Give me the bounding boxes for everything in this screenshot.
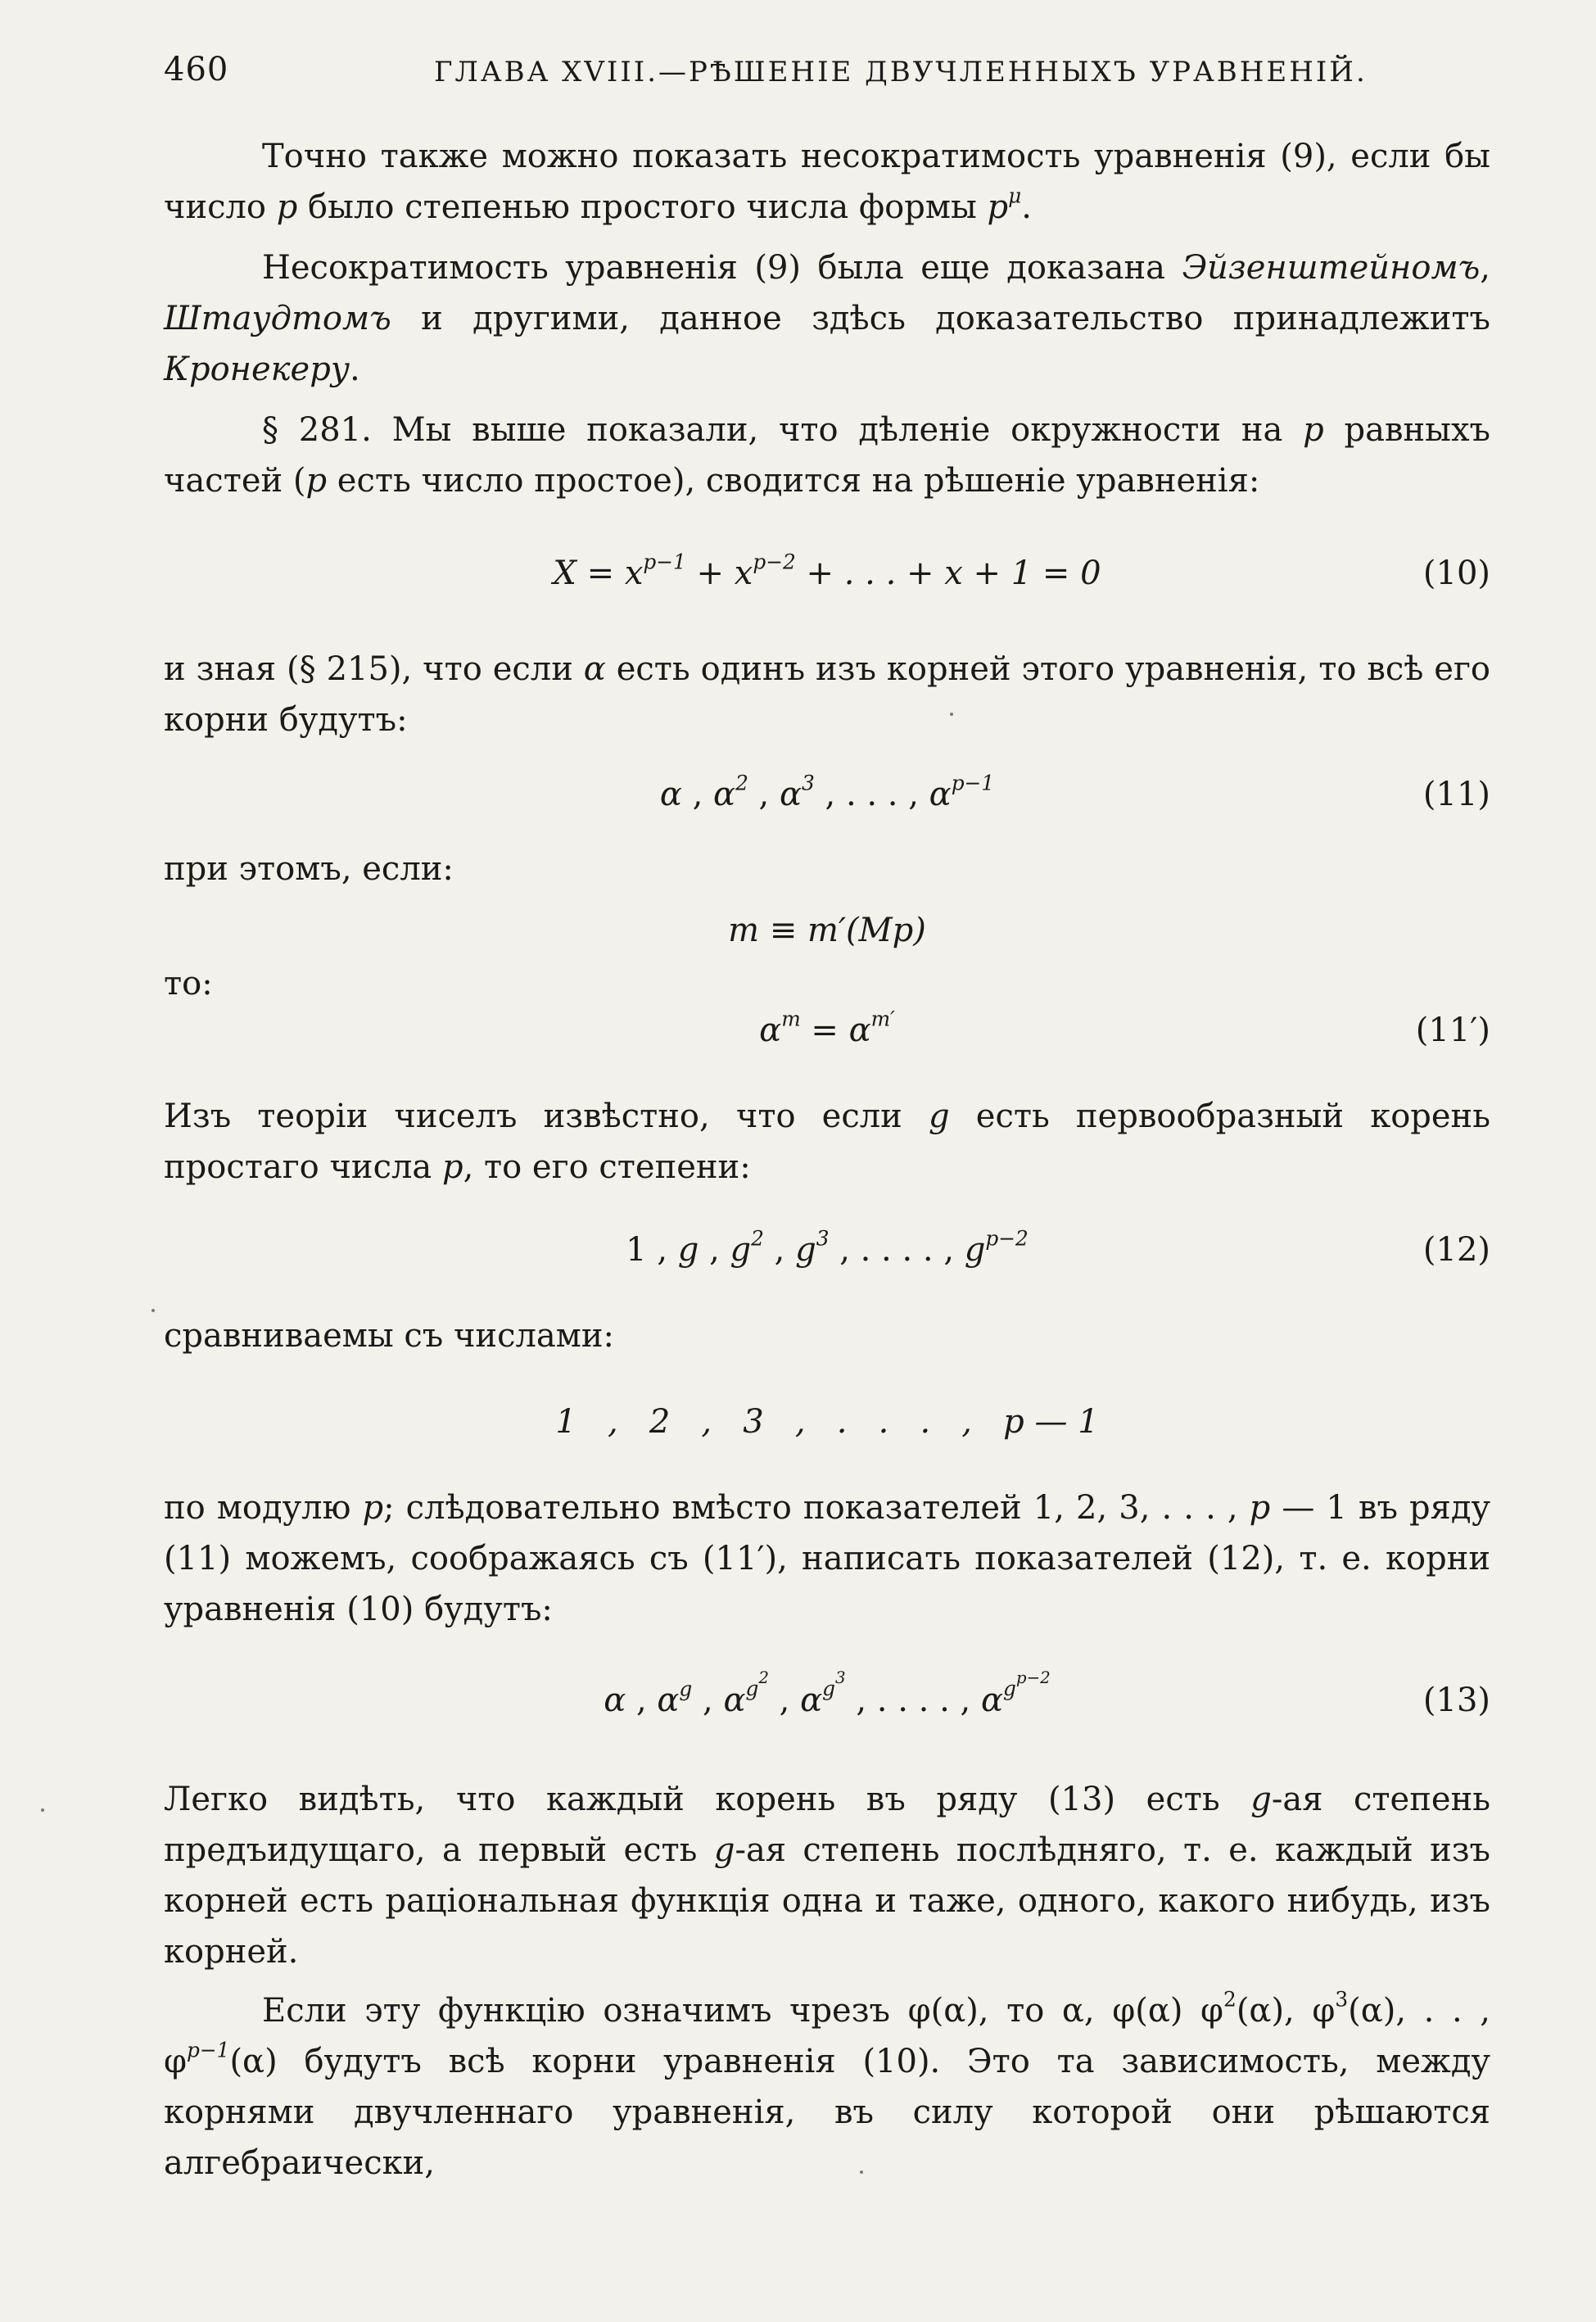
ellipsis: , . . . . , [829, 1231, 965, 1269]
exponent: g [1002, 1677, 1016, 1701]
alpha: α [657, 1682, 680, 1719]
one: 1 [626, 1231, 647, 1269]
text: , то его степени: [463, 1148, 751, 1186]
var-p: p [1249, 1489, 1271, 1527]
equation-congruence [164, 904, 1490, 957]
var-x: x [624, 554, 644, 592]
exponent: p−1 [187, 2038, 230, 2062]
var-g: g [677, 1231, 699, 1269]
exponent: 2 [751, 1226, 764, 1251]
name-eisenstein: Эйзенштейномъ [1182, 249, 1481, 287]
exponent: p−2 [985, 1226, 1029, 1251]
text: и зная (§ 215), что если [164, 650, 584, 688]
var-p: p [276, 188, 298, 226]
text: Точно также можно показать несократимость уравненія (9), если бы число [164, 138, 1490, 226]
equation-body [164, 1224, 1490, 1276]
exponent-nested: 2 [758, 1668, 769, 1688]
equation-body [164, 1004, 1490, 1057]
alpha: α [800, 1682, 823, 1719]
var-p: p [1303, 411, 1324, 449]
separator: , [692, 1682, 724, 1719]
exponent: m′ [870, 1007, 895, 1031]
equation-body [164, 547, 1490, 600]
alpha: α [759, 1012, 782, 1049]
exponent: 3 [1335, 1987, 1349, 2012]
exponent: 2 [1223, 1987, 1237, 2012]
equals: = [576, 554, 625, 592]
name-staudt: Штаудтомъ [164, 300, 391, 337]
paper-speck [41, 1808, 44, 1812]
alpha: α [980, 1682, 1003, 1719]
paragraph-phi-function [164, 1985, 1490, 2188]
exponent: g [745, 1677, 759, 1701]
equation-body [164, 1668, 1490, 1727]
text: есть одинъ изъ корней этого уравненія, то всѣ его корни будутъ: [164, 650, 1490, 739]
text: , [1480, 249, 1490, 287]
equation-number: (10) [1422, 554, 1490, 592]
exponent: g [822, 1677, 836, 1701]
equation-body: 1 , 2 , 3 , . . . , p — 1 [555, 1403, 1099, 1441]
exponent-nested: 3 [835, 1668, 846, 1688]
var-g: g [964, 1231, 986, 1269]
exp-mu: μ [1008, 183, 1022, 208]
label-to: то: [164, 965, 213, 1003]
text: Изъ теоріи чиселъ извѣстно, что если [164, 1098, 929, 1135]
alpha: α [780, 776, 803, 813]
paragraph-primitive-root [164, 1091, 1490, 1193]
text: равныхъ частей ( [164, 411, 1490, 500]
equation-11-prime [164, 1004, 1490, 1057]
text: (α), . . , φ [164, 1992, 1490, 2080]
equation-13 [164, 1668, 1490, 1727]
running-header [164, 51, 1490, 100]
equation-number: (13) [1422, 1682, 1490, 1719]
paragraph-proof-credits [164, 242, 1490, 395]
exponent: p−1 [951, 771, 995, 795]
var-g: g [795, 1231, 816, 1269]
var-X: X [553, 554, 576, 592]
text: Если эту функцію означимъ чрезъ φ(α), то α, φ(α) φ [262, 1992, 1224, 2030]
text: -ая степень предъидущаго, а первый есть [164, 1781, 1491, 1869]
text: . [1021, 188, 1032, 226]
text: (α), φ [1236, 1992, 1336, 2030]
equation-number: (11′) [1415, 1012, 1490, 1049]
var-g: g [713, 1831, 735, 1869]
separator: , [681, 776, 714, 813]
alpha: α [929, 776, 952, 813]
alpha: α [723, 1682, 746, 1719]
var-p: p [362, 1489, 384, 1527]
separator: , [699, 1231, 730, 1269]
var-p: p [987, 188, 1009, 226]
paragraph-roots [164, 644, 1490, 745]
alpha: α [848, 1012, 871, 1049]
paragraph-each-root [164, 1774, 1490, 1977]
separator: , [768, 1682, 801, 1719]
var-g: g [929, 1098, 950, 1135]
text: § 281. Мы выше показали, что дѣленіе окружности на [262, 411, 1304, 449]
text: и другими, данное здѣсь доказательство принадлежитъ [391, 300, 1490, 337]
separator: , [646, 1231, 678, 1269]
plus: + [685, 554, 735, 592]
text: Легко видѣть, что каждый корень въ ряду (13) есть [164, 1781, 1251, 1818]
text: Несократимость уравненія (9) была еще доказана [262, 249, 1182, 287]
exponent: g [679, 1677, 693, 1701]
exponent: p−2 [753, 550, 796, 574]
exponent-nested: p−2 [1015, 1668, 1051, 1688]
var-alpha: α [583, 650, 606, 688]
separator: , [748, 776, 780, 813]
equation-10 [164, 547, 1490, 600]
paragraph-irreducibility [164, 131, 1490, 233]
equation-body: m ≡ m′(Mp) [728, 912, 926, 949]
alpha: α [604, 1682, 626, 1719]
text: ; слѣдовательно вмѣсто показателей 1, 2, 3, . . . , [383, 1489, 1250, 1527]
paper-speck [151, 1309, 155, 1312]
text: есть число простое), сводится на рѣшеніе уравненія: [327, 462, 1260, 500]
equation-rest: + . . . + x + 1 = 0 [795, 554, 1101, 592]
exponent: m [781, 1007, 801, 1031]
name-kronecker: Кронекеру [164, 351, 350, 388]
var-x: x [734, 554, 753, 592]
label-pri-etom: при этомъ, если: [164, 850, 454, 888]
paragraph-modulo [164, 1482, 1490, 1635]
paragraph-section-281 [164, 405, 1490, 506]
equation-number: (12) [1422, 1231, 1490, 1269]
equation-11 [164, 768, 1490, 821]
ellipsis: , . . . , [814, 776, 929, 813]
page-number: 460 [164, 51, 229, 88]
text: было степенью простого числа формы [297, 188, 988, 226]
equation-number: (11) [1422, 776, 1490, 813]
text: . [350, 351, 360, 388]
paper-speck [860, 2170, 863, 2174]
text: есть первообразный корень простаго числа [164, 1098, 1490, 1186]
exponent: p−1 [643, 550, 686, 574]
equals: = [800, 1012, 849, 1049]
equation-numbers-list [164, 1396, 1490, 1448]
label-sravnivaemy: сравниваемы съ числами: [164, 1317, 614, 1355]
var-g: g [1250, 1781, 1272, 1818]
var-g: g [730, 1231, 752, 1269]
ellipsis: , . . . . , [845, 1682, 981, 1719]
paper-speck [950, 713, 953, 716]
separator: , [626, 1682, 658, 1719]
equation-12 [164, 1224, 1490, 1276]
exponent: 2 [735, 771, 748, 795]
alpha: α [659, 776, 682, 813]
alpha: α [713, 776, 736, 813]
var-p: p [441, 1148, 463, 1186]
exponent: 3 [802, 771, 815, 795]
text: (α) будутъ всѣ корни уравненія (10). Это та зависимость, между корнями двучленнаго уравненія, въ силу которой они рѣшаются алгебраически, [164, 2043, 1490, 2182]
var-p: p [305, 462, 328, 500]
text: -ая степень послѣдняго, т. е. каждый изъ корней есть раціональная функція одна и таже, одного, какого нибудь, изъ корней. [164, 1831, 1490, 1971]
chapter-title: ГЛАВА XVIII.—РѢШЕНІЕ ДВУЧЛЕННЫХЪ УРАВНЕНІЙ. [434, 56, 1368, 88]
exponent: 3 [816, 1226, 830, 1251]
text: — 1 въ ряду (11) можемъ, соображаясь съ (11′), написать показателей (12), т. е. корни уравненія (10) будутъ: [164, 1489, 1491, 1628]
equation-body [164, 768, 1490, 821]
text: по модулю [164, 1489, 363, 1527]
separator: , [763, 1231, 796, 1269]
